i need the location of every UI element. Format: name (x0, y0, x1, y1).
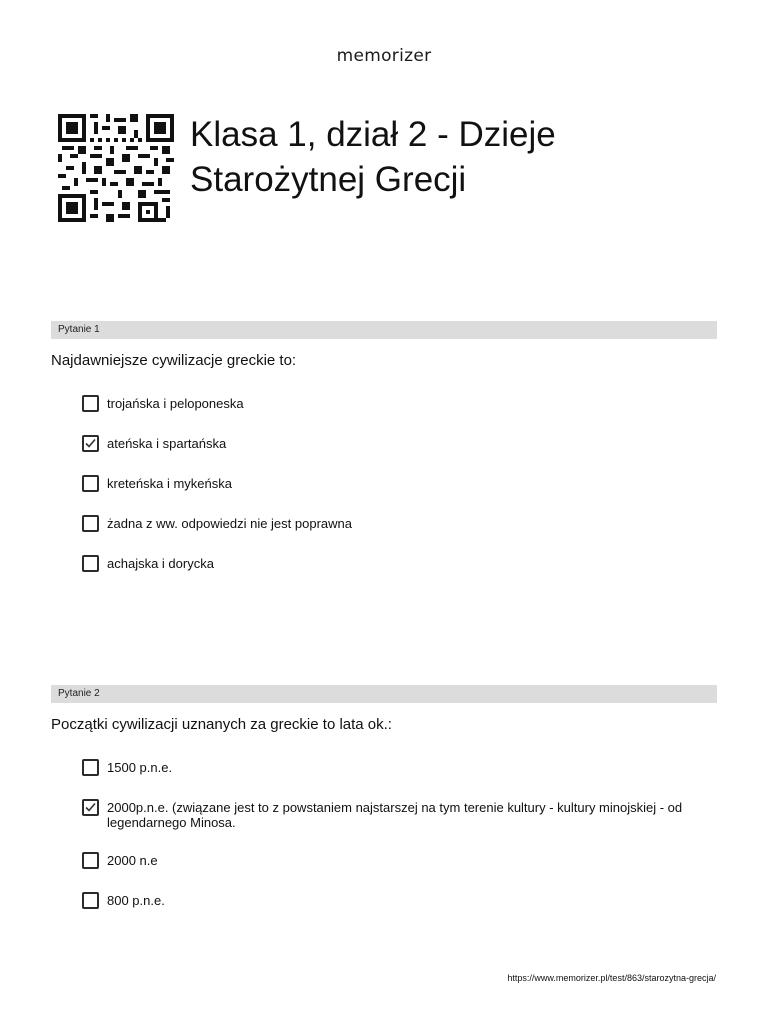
answer-checkbox[interactable] (82, 892, 99, 909)
answer-text: 2000 n.e (107, 853, 158, 868)
answer-text: kreteńska i mykeńska (107, 476, 232, 491)
answer-checkbox[interactable] (82, 555, 99, 572)
answer-checkbox[interactable] (82, 515, 99, 532)
answer-text: 800 p.n.e. (107, 893, 165, 908)
answer-text: 2000p.n.e. (związane jest to z powstaniem najstarszej na tym terenie kultury - kultury minojskiej - od legendarnego Minosa. (107, 800, 683, 830)
page-title (190, 112, 730, 202)
checkmark-icon (85, 802, 96, 813)
answer-checkbox[interactable] (82, 395, 99, 412)
title-line-1: Klasa 1, dział 2 - Dzieje (190, 115, 556, 154)
question-1-header: Pytanie 1 (51, 321, 717, 339)
answer-text: achajska i dorycka (107, 556, 214, 571)
answer-checkbox[interactable] (82, 759, 99, 776)
question-1-text: Najdawniejsze cywilizacje greckie to: (51, 352, 297, 369)
answer-checkbox-checked[interactable] (82, 435, 99, 452)
memorizer-logo: memorizer (336, 46, 432, 66)
answer-text: trojańska i peloponeska (107, 396, 244, 411)
answer-text: ateńska i spartańska (107, 436, 227, 451)
title-line-2: Starożytnej Grecji (190, 160, 467, 199)
answer-text: żadna z ww. odpowiedzi nie jest poprawna (107, 516, 352, 531)
qr-code (58, 114, 174, 222)
question-2-text: Początki cywilizacji uznanych za greckie to lata ok.: (51, 716, 392, 733)
answer-checkbox-checked[interactable] (82, 799, 99, 816)
footer-url[interactable]: https://www.memorizer.pl/test/863/starozytna-grecja/ (507, 973, 716, 983)
answer-text: 1500 p.n.e. (107, 760, 173, 775)
answer-checkbox[interactable] (82, 475, 99, 492)
question-2-header: Pytanie 2 (51, 685, 717, 703)
checkmark-icon (85, 438, 96, 449)
answer-checkbox[interactable] (82, 852, 99, 869)
